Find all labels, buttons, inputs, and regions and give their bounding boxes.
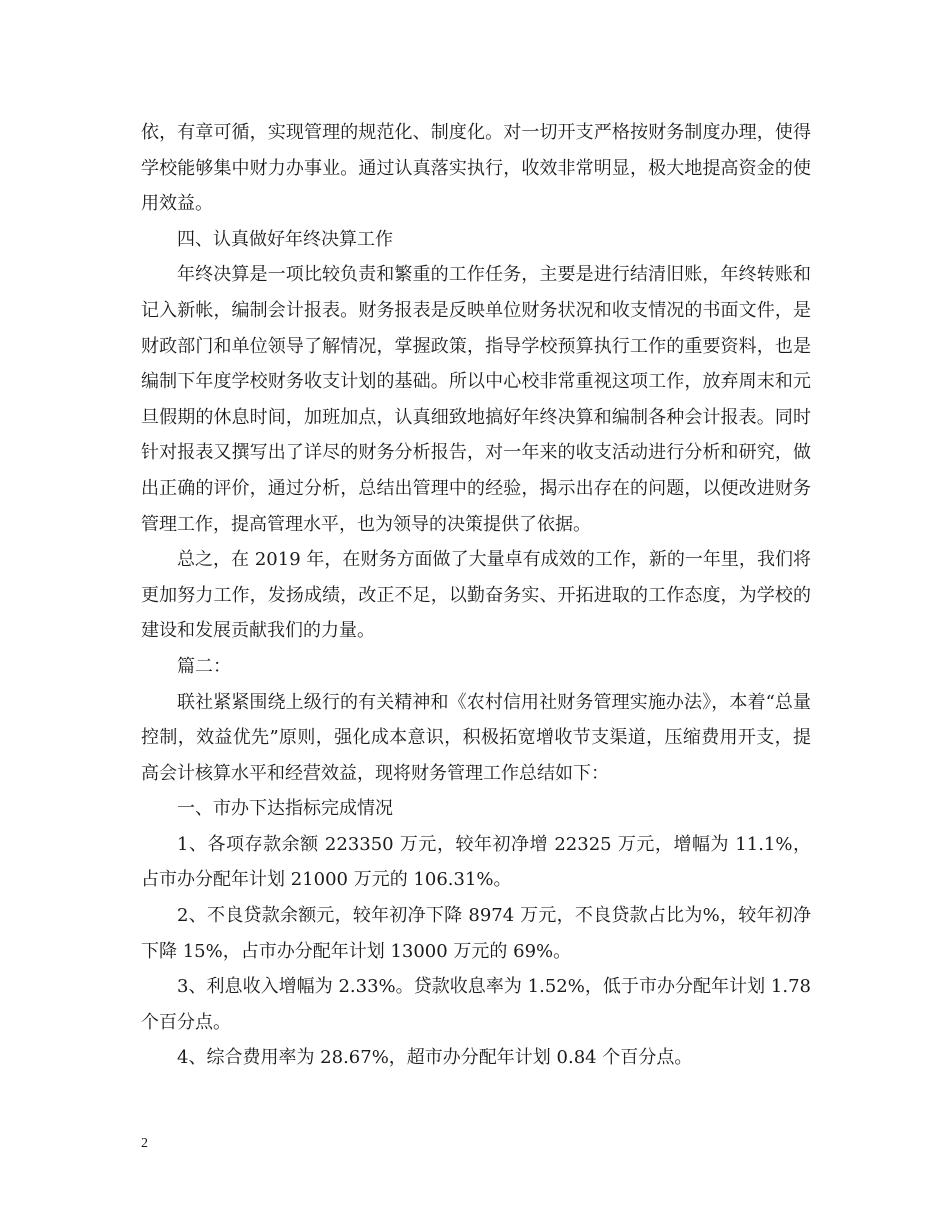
document-body <box>141 115 811 1076</box>
page-number: 2 <box>141 1136 148 1151</box>
paragraph: 依，有章可循，实现管理的规范化、制度化。对一切开支严格按财务制度办理，使得学校能够集中财力办事业。通过认真落实执行，收效非常明显，极大地提高资金的使用效益。 <box>141 122 811 215</box>
list-item: 4、综合费用率为 28.67%，超市办分配年计划 0.84 个百分点。 <box>177 1047 693 1069</box>
paragraph: 年终决算是一项比较负责和繁重的工作任务，主要是进行结清旧账，年终转账和记入新帐，编制会计报表。财务报表是反映单位财务状况和收支情况的书面文件，是财政部门和单位领导了解情况，掌握政策，指导学校预算执行工作的重要资料，也是编制下年度学校财务收支计划的基础。所以中心校非常重视这项工作，放弃周末和元旦假期的休息时间，加班加点，认真细致地搞好年终决算和编制各种会计报表。同时针对报表又撰写出了详尽的财务分析报告，对一年来的收支活动进行分析和研究，做出正确的评价，通过分析，总结出管理中的经验，揭示出存在的问题，以便改进财务管理工作，提高管理水平，也为领导的决策提供了依据。 <box>141 264 811 535</box>
section-heading: 四、认真做好年终决算工作 <box>177 228 393 250</box>
section-heading: 篇二： <box>177 655 231 677</box>
list-item: 3、利息收入增幅为 2.33%。贷款收息率为 1.52%，低于市办分配年计划 1.78 个百分点。 <box>141 976 811 1033</box>
list-item: 1、各项存款余额 223350 万元，较年初净增 22325 万元，增幅为 11.1%，占市办分配年计划 21000 万元的 106.31%。 <box>141 833 811 891</box>
paragraph: 联社紧紧围绕上级行的有关精神和《农村信用社财务管理实施办法》，本着“总量控制，效益优先”原则，强化成本意识，积极拓宽增收节支渠道，压缩费用开支，提高会计核算水平和经营效益，现将财务管理工作总结如下： <box>141 691 811 784</box>
section-heading: 一、市办下达指标完成情况 <box>177 798 393 820</box>
list-item: 2、不良贷款余额元，较年初净下降 8974 万元，不良贷款占比为%，较年初净下降 15%，占市办分配年计划 13000 万元的 69%。 <box>141 905 811 962</box>
paragraph: 总之，在 2019 年，在财务方面做了大量卓有成效的工作，新的一年里，我们将更加努力工作，发扬成绩，改正不足，以勤奋务实、开拓进取的工作态度，为学校的建设和发展贡献我们的力量。 <box>141 549 811 642</box>
